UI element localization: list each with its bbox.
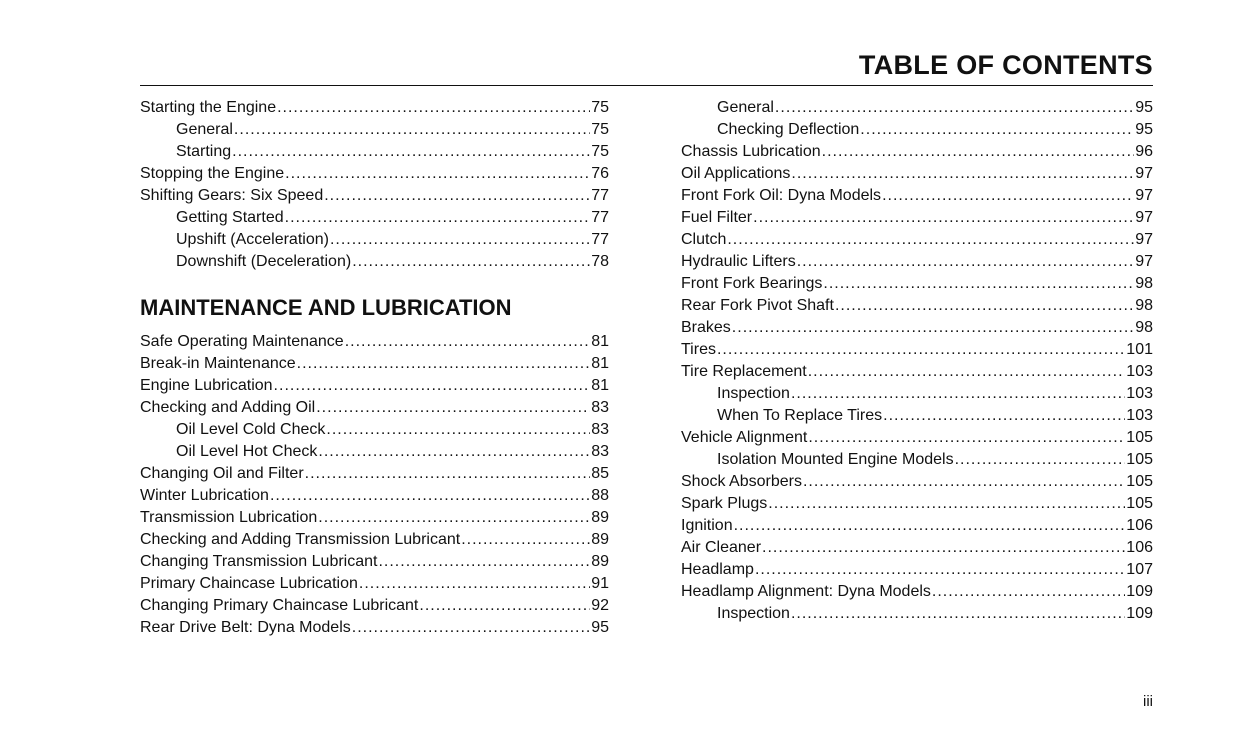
toc-entry[interactable] (681, 251, 1153, 273)
dot-leader (234, 119, 590, 141)
toc-entry-page: 105 (1126, 473, 1153, 490)
toc-entry-page: 98 (1135, 319, 1153, 336)
toc-entry-label: Break-in Maintenance (140, 355, 296, 372)
toc-entry[interactable] (140, 441, 609, 463)
toc-entry-label: Safe Operating Maintenance (140, 333, 344, 350)
toc-entry-label: Ignition (681, 517, 733, 534)
toc-entry-label: Stopping the Engine (140, 165, 285, 182)
toc-entry-label: Rear Drive Belt: Dyna Models (140, 619, 351, 636)
toc-entry-label: General (176, 121, 233, 138)
toc-entry-page: 83 (591, 421, 609, 438)
toc-entry-label: Headlamp (681, 561, 754, 578)
toc-entry-page: 106 (1126, 539, 1153, 556)
toc-entry-page: 95 (1135, 121, 1153, 138)
toc-entry[interactable] (140, 595, 609, 617)
toc-entry-page: 105 (1126, 495, 1153, 512)
toc-entry-page: 97 (1135, 187, 1153, 204)
toc-entry[interactable] (140, 375, 609, 397)
dot-leader (324, 185, 590, 207)
toc-entry-page: 105 (1126, 429, 1153, 446)
toc-entry-label: Rear Fork Pivot Shaft (681, 297, 834, 314)
toc-entry[interactable] (681, 361, 1153, 383)
toc-entry[interactable] (140, 485, 609, 507)
toc-entry-page: 95 (591, 619, 609, 636)
toc-entry[interactable] (681, 119, 1153, 141)
toc-entry[interactable] (140, 529, 609, 551)
toc-entry[interactable] (681, 493, 1153, 515)
toc-entry[interactable] (681, 185, 1153, 207)
toc-entry-label: Vehicle Alignment (681, 429, 808, 446)
toc-entry-page: 77 (591, 187, 609, 204)
page-title: TABLE OF CONTENTS (858, 50, 1153, 80)
toc-entry-label: Winter Lubrication (140, 487, 269, 504)
toc-entry[interactable] (681, 339, 1153, 361)
dot-leader (352, 251, 590, 273)
toc-left-column (140, 97, 609, 639)
dot-leader (803, 471, 1125, 493)
dot-leader (285, 163, 590, 185)
toc-entry-page: 89 (591, 531, 609, 548)
dot-leader (808, 361, 1126, 383)
toc-entry[interactable] (140, 507, 609, 529)
toc-entry[interactable] (681, 515, 1153, 537)
toc-entry-label: Upshift (Acceleration) (176, 231, 329, 248)
dot-leader (318, 507, 590, 529)
toc-entry-label: Oil Level Hot Check (176, 443, 318, 460)
dot-leader (822, 141, 1135, 163)
toc-entry[interactable] (140, 463, 609, 485)
toc-entry-page: 81 (591, 355, 609, 372)
toc-entry-label: Downshift (Deceleration) (176, 253, 352, 270)
toc-entry-page: 97 (1135, 231, 1153, 248)
dot-leader (330, 229, 590, 251)
toc-entry-page: 97 (1135, 253, 1153, 270)
toc-entry[interactable] (140, 163, 609, 185)
toc-entry[interactable] (140, 207, 609, 229)
dot-leader (791, 383, 1125, 405)
dot-leader (762, 537, 1125, 559)
toc-entry[interactable] (681, 449, 1153, 471)
toc-entry[interactable] (681, 383, 1153, 405)
dot-leader (808, 427, 1125, 449)
toc-entry-label: Air Cleaner (681, 539, 762, 556)
toc-entry-label: Shifting Gears: Six Speed (140, 187, 324, 204)
dot-leader (285, 207, 591, 229)
toc-entry[interactable] (140, 251, 609, 273)
dot-leader (270, 485, 590, 507)
dot-leader (419, 595, 590, 617)
toc-entry-page: 95 (1135, 99, 1153, 116)
toc-entry[interactable] (140, 185, 609, 207)
dot-leader (305, 463, 591, 485)
dot-leader (955, 449, 1126, 471)
toc-entry[interactable] (681, 295, 1153, 317)
toc-entry-page: 96 (1135, 143, 1153, 160)
toc-entry-page: 98 (1135, 297, 1153, 314)
dot-leader (734, 515, 1126, 537)
section-heading: MAINTENANCE AND LUBRICATION (140, 295, 512, 320)
toc-entry[interactable] (140, 119, 609, 141)
toc-entry-page: 97 (1135, 165, 1153, 182)
toc-entry-page: 83 (591, 443, 609, 460)
dot-leader (316, 397, 590, 419)
toc-entry-page: 109 (1126, 583, 1153, 600)
toc-entry[interactable] (140, 97, 609, 119)
toc-entry-label: Fuel Filter (681, 209, 753, 226)
dot-leader (883, 405, 1125, 427)
dot-leader (755, 559, 1125, 581)
toc-entry[interactable] (681, 559, 1153, 581)
toc-entry-label: Brakes (681, 319, 731, 336)
toc-entry-label: Spark Plugs (681, 495, 768, 512)
toc-entry-page: 98 (1135, 275, 1153, 292)
toc-entry-label: Shock Absorbers (681, 473, 802, 490)
toc-entry-page: 83 (591, 399, 609, 416)
toc-entry-label: Tires (681, 341, 716, 358)
toc-entry[interactable] (681, 141, 1153, 163)
dot-leader (274, 375, 591, 397)
toc-entry-label: Hydraulic Lifters (681, 253, 796, 270)
toc-entry-label: When To Replace Tires (717, 407, 883, 424)
toc-entry-page: 92 (591, 597, 609, 614)
page-number: iii (1143, 693, 1153, 710)
toc-entry-label: Clutch (681, 231, 727, 248)
toc-entry-label: Front Fork Bearings (681, 275, 823, 292)
toc-entry-label: Front Fork Oil: Dyna Models (681, 187, 882, 204)
toc-entry[interactable] (681, 471, 1153, 493)
dot-leader (835, 295, 1134, 317)
toc-entry[interactable] (681, 273, 1153, 295)
dot-leader (461, 529, 590, 551)
toc-entry-label: Tire Replacement (681, 363, 807, 380)
toc-entry-label: Chassis Lubrication (681, 143, 821, 160)
toc-list-after (140, 331, 609, 639)
toc-list-right (681, 97, 1153, 625)
dot-leader (277, 97, 590, 119)
toc-entry-label: Inspection (717, 385, 790, 402)
toc-entry-page: 89 (591, 509, 609, 526)
toc-entry-label: General (717, 99, 774, 116)
toc-entry[interactable] (681, 427, 1153, 449)
toc-entry-label: Primary Chaincase Lubrication (140, 575, 358, 592)
dot-leader (791, 603, 1125, 625)
toc-entry-page: 88 (591, 487, 609, 504)
dot-leader (753, 207, 1134, 229)
toc-entry-page: 75 (591, 143, 609, 160)
toc-entry[interactable] (140, 141, 609, 163)
toc-entry[interactable] (681, 317, 1153, 339)
toc-entry-page: 91 (591, 575, 609, 592)
toc-entry-label: Oil Applications (681, 165, 791, 182)
toc-entry-page: 103 (1126, 385, 1153, 402)
dot-leader (378, 551, 590, 573)
toc-entry-label: Changing Transmission Lubricant (140, 553, 378, 570)
toc-entry[interactable] (140, 551, 609, 573)
dot-leader (352, 617, 590, 639)
toc-entry-page: 81 (591, 333, 609, 350)
toc-list-before (140, 97, 609, 273)
toc-entry-label: Checking and Adding Oil (140, 399, 316, 416)
dot-leader (297, 353, 591, 375)
toc-entry-page: 103 (1126, 407, 1153, 424)
toc-entry[interactable] (681, 97, 1153, 119)
dot-leader (717, 339, 1125, 361)
dot-leader (860, 119, 1134, 141)
dot-leader (345, 331, 591, 353)
dot-leader (775, 97, 1134, 119)
toc-entry-page: 75 (591, 121, 609, 138)
toc-entry[interactable] (681, 163, 1153, 185)
toc-entry-page: 77 (591, 209, 609, 226)
toc-entry-page: 85 (591, 465, 609, 482)
toc-entry-page: 77 (591, 231, 609, 248)
toc-entry-page: 97 (1135, 209, 1153, 226)
dot-leader (318, 441, 590, 463)
toc-entry[interactable] (681, 229, 1153, 251)
toc-entry[interactable] (140, 229, 609, 251)
toc-entry[interactable] (140, 419, 609, 441)
toc-entry-label: Isolation Mounted Engine Models (717, 451, 954, 468)
toc-entry-label: Checking Deflection (717, 121, 860, 138)
dot-leader (732, 317, 1134, 339)
dot-leader (768, 493, 1125, 515)
dot-leader (359, 573, 590, 595)
toc-entry[interactable] (681, 603, 1153, 625)
toc-entry-label: Transmission Lubrication (140, 509, 318, 526)
dot-leader (326, 419, 590, 441)
toc-entry-page: 75 (591, 99, 609, 116)
toc-entry-label: Changing Oil and Filter (140, 465, 304, 482)
toc-entry-page: 109 (1126, 605, 1153, 622)
toc-entry[interactable] (681, 207, 1153, 229)
toc-entry[interactable] (140, 397, 609, 419)
toc-entry-page: 101 (1126, 341, 1153, 358)
toc-entry-page: 105 (1126, 451, 1153, 468)
toc-entry-label: Starting the Engine (140, 99, 277, 116)
dot-leader (882, 185, 1134, 207)
dot-leader (932, 581, 1125, 603)
toc-entry-page: 76 (591, 165, 609, 182)
toc-entry[interactable] (681, 537, 1153, 559)
dot-leader (823, 273, 1134, 295)
dot-leader (791, 163, 1134, 185)
toc-entry-label: Headlamp Alignment: Dyna Models (681, 583, 931, 600)
dot-leader (797, 251, 1135, 273)
toc-entry-label: Oil Level Cold Check (176, 421, 326, 438)
toc-entry[interactable] (140, 573, 609, 595)
toc-entry[interactable] (681, 581, 1153, 603)
toc-entry-page: 103 (1126, 363, 1153, 380)
toc-entry-page: 81 (591, 377, 609, 394)
toc-entry-label: Changing Primary Chaincase Lubricant (140, 597, 419, 614)
dot-leader (727, 229, 1134, 251)
toc-entry-page: 107 (1126, 561, 1153, 578)
toc-entry-label: Inspection (717, 605, 790, 622)
toc-entry-label: Getting Started (176, 209, 284, 226)
toc-right-column (681, 97, 1153, 625)
toc-entry[interactable] (681, 405, 1153, 427)
toc-entry[interactable] (140, 331, 609, 353)
toc-entry-page: 106 (1126, 517, 1153, 534)
dot-leader (232, 141, 590, 163)
toc-entry-label: Checking and Adding Transmission Lubricant (140, 531, 461, 548)
toc-entry[interactable] (140, 617, 609, 639)
toc-entry-page: 89 (591, 553, 609, 570)
header-rule (140, 85, 1153, 86)
toc-entry-label: Starting (176, 143, 232, 160)
toc-entry[interactable] (140, 353, 609, 375)
toc-entry-page: 78 (591, 253, 609, 270)
toc-entry-label: Engine Lubrication (140, 377, 273, 394)
